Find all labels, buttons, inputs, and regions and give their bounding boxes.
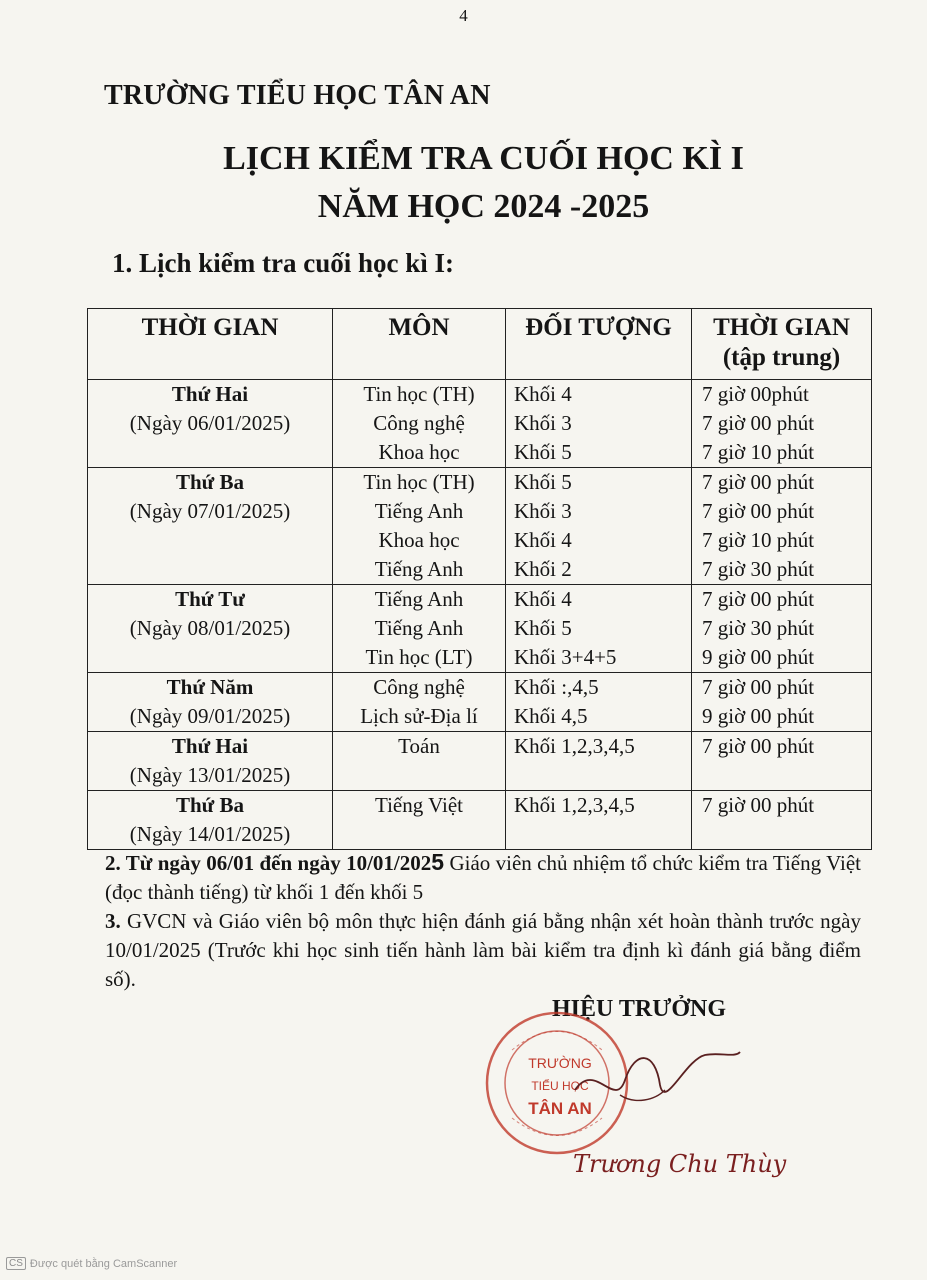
table-row	[88, 380, 872, 468]
subject-entry: Tiếng Anh	[374, 499, 464, 523]
header-gather-line2: (tập trung)	[722, 344, 841, 371]
note-3-text: GVCN và Giáo viên bộ môn thực hiện đánh giá bằng nhận xét hoàn thành trước ngày 10/01/2025 (Trước khi học sinh tiến hành làm bài kiểm tra định kì đánh giá bằng điểm số).	[105, 909, 861, 991]
grade-entry: Khối 3	[514, 411, 572, 435]
time-entry: 7 giờ 00 phút	[702, 411, 815, 435]
note-2-lead-digit: 5	[431, 849, 445, 875]
camscanner-watermark	[6, 1257, 177, 1270]
subject-entry: Tiếng Anh	[374, 616, 464, 640]
note-2-lead: 2. Từ ngày 06/01 đến ngày 10/01/202	[105, 851, 432, 875]
day-date: (Ngày 14/01/2025)	[129, 822, 291, 846]
note-2-text: Giáo viên chủ nhiệm tổ chức kiểm tra Tiếng Việt (đọc thành tiếng) từ khối 1 đến khối 5	[105, 851, 861, 904]
grade-entry: Khối 2	[514, 557, 572, 581]
time-entry: 7 giờ 00 phút	[702, 793, 815, 817]
cell-grades	[506, 732, 692, 791]
cell-subjects	[333, 585, 506, 673]
section-1-heading: 1. Lịch kiểm tra cuối học kì I:	[112, 248, 454, 278]
time-entry: 9 giờ 00 phút	[702, 645, 815, 669]
subject-entry: Tin học (TH)	[363, 382, 475, 406]
header-gather-line1: THỜI GIAN	[713, 314, 850, 341]
day-name: Thứ Tư	[175, 587, 245, 611]
time-entry: 7 giờ 00phút	[702, 382, 809, 406]
grade-entry: Khối :,4,5	[514, 675, 599, 699]
grade-entry: Khối 3	[514, 499, 572, 523]
day-name: Thứ Năm	[166, 675, 254, 699]
school-year-title: NĂM HỌC 2024 -2025	[317, 188, 650, 225]
cell-subjects	[333, 380, 506, 468]
time-entry: 7 giờ 00 phút	[702, 675, 815, 699]
grade-entry: Khối 4	[514, 528, 572, 552]
grade-entry: Khối 5	[514, 440, 572, 464]
table-body	[88, 380, 872, 850]
watermark-text: Được quét bằng CamScanner	[29, 1257, 178, 1270]
day-date: (Ngày 06/01/2025)	[129, 411, 291, 435]
day-name: Thứ Hai	[171, 734, 249, 758]
day-name: Thứ Hai	[171, 382, 249, 406]
cell-subjects	[333, 732, 506, 791]
signer-name: Trương Chu Thùy	[573, 1150, 787, 1178]
cell-day-date	[88, 380, 333, 468]
cell-times	[692, 468, 872, 585]
cell-grades	[506, 468, 692, 585]
grade-entry: Khối 5	[514, 470, 572, 494]
header-gather-time	[692, 309, 872, 380]
time-entry: 9 giờ 00 phút	[702, 704, 815, 728]
table-row	[88, 468, 872, 585]
cell-subjects	[333, 468, 506, 585]
page-number: 4	[459, 6, 468, 25]
table-header-row	[88, 309, 872, 380]
subject-entry: Công nghệ	[373, 411, 465, 435]
cell-day-date	[88, 732, 333, 791]
grade-entry: Khối 4,5	[514, 704, 588, 728]
subject-entry: Công nghệ	[373, 675, 465, 699]
cell-day-date	[88, 791, 333, 850]
subject-entry: Toán	[398, 734, 440, 758]
cell-grades	[506, 380, 692, 468]
day-date: (Ngày 13/01/2025)	[129, 763, 291, 787]
cell-grades	[506, 673, 692, 732]
grade-entry: Khối 4	[514, 587, 572, 611]
day-name: Thứ Ba	[175, 793, 245, 817]
subject-entry: Tiếng Anh	[374, 587, 464, 611]
time-entry: 7 giờ 00 phút	[702, 587, 815, 611]
table-row	[88, 585, 872, 673]
cell-day-date	[88, 673, 333, 732]
cell-day-date	[88, 468, 333, 585]
day-date: (Ngày 07/01/2025)	[129, 499, 291, 523]
table-row	[88, 791, 872, 850]
notes	[105, 848, 861, 994]
document-title: LỊCH KIỂM TRA CUỐI HỌC KÌ I	[223, 140, 744, 177]
cell-day-date	[88, 585, 333, 673]
time-entry: 7 giờ 30 phút	[702, 616, 815, 640]
table-row	[88, 732, 872, 791]
grade-entry: Khối 1,2,3,4,5	[514, 734, 635, 758]
principal-signature	[565, 1040, 745, 1120]
grade-entry: Khối 5	[514, 616, 572, 640]
exam-schedule-table	[87, 308, 872, 850]
stamp-line2: TIỂU HỌC	[531, 1079, 589, 1093]
note-2	[105, 848, 861, 907]
header-target: ĐỐI TƯỢNG	[506, 309, 692, 380]
cell-grades	[506, 585, 692, 673]
time-entry: 7 giờ 00 phút	[702, 470, 815, 494]
cell-times	[692, 732, 872, 791]
subject-entry: Tin học (LT)	[365, 645, 473, 669]
header-time: THỜI GIAN	[88, 309, 333, 380]
camscanner-logo-icon: CS	[6, 1257, 26, 1270]
time-entry: 7 giờ 10 phút	[702, 440, 815, 464]
header-subject: MÔN	[333, 309, 506, 380]
subject-entry: Khoa học	[378, 440, 460, 464]
cell-times	[692, 673, 872, 732]
cell-grades	[506, 791, 692, 850]
day-date: (Ngày 09/01/2025)	[129, 704, 291, 728]
grade-entry: Khối 1,2,3,4,5	[514, 793, 635, 817]
cell-times	[692, 585, 872, 673]
day-date: (Ngày 08/01/2025)	[129, 616, 291, 640]
stamp-line1: TRƯỜNG	[528, 1055, 592, 1071]
cell-subjects	[333, 791, 506, 850]
grade-entry: Khối 4	[514, 382, 572, 406]
note-3	[105, 907, 861, 994]
note-3-lead: 3.	[105, 909, 121, 933]
subject-entry: Tiếng Việt	[374, 793, 463, 817]
stamp-line3: TÂN AN	[528, 1099, 592, 1118]
subject-entry: Tiếng Anh	[374, 557, 464, 581]
cell-times	[692, 380, 872, 468]
table-row	[88, 673, 872, 732]
school-name: TRƯỜNG TIỂU HỌC TÂN AN	[104, 80, 491, 111]
day-name: Thứ Ba	[175, 470, 245, 494]
grade-entry: Khối 3+4+5	[514, 645, 617, 669]
time-entry: 7 giờ 10 phút	[702, 528, 815, 552]
subject-entry: Lịch sử-Địa lí	[360, 704, 478, 728]
cell-subjects	[333, 673, 506, 732]
time-entry: 7 giờ 00 phút	[702, 734, 815, 758]
subject-entry: Tin học (TH)	[363, 470, 475, 494]
subject-entry: Khoa học	[378, 528, 460, 552]
cell-times	[692, 791, 872, 850]
time-entry: 7 giờ 30 phút	[702, 557, 815, 581]
principal-title: HIỆU TRƯỞNG	[552, 996, 727, 1022]
time-entry: 7 giờ 00 phút	[702, 499, 815, 523]
